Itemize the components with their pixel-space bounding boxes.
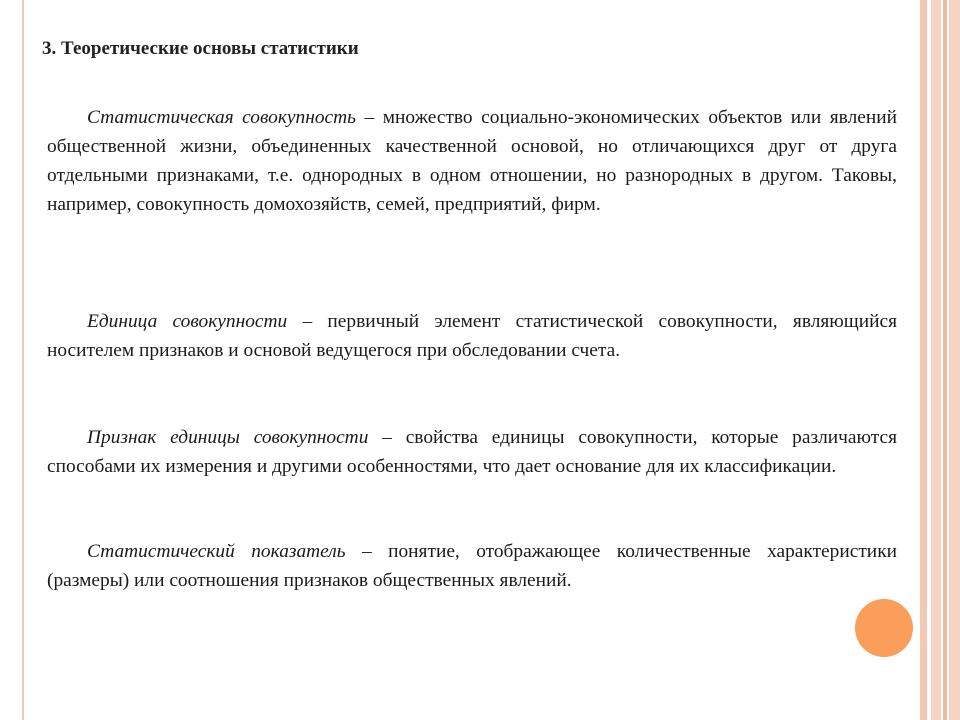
slide-title: 3. Теоретические основы статистики (42, 38, 359, 59)
paragraph-population-unit (47, 307, 897, 365)
stripe (922, 0, 927, 720)
term: Единица совокупности (87, 311, 288, 332)
decorative-circle (855, 599, 913, 657)
decorative-stripes (922, 0, 960, 720)
definition: – множество социально-экономических объектов или явлений общественной жизни, объединенных качественной основой, но отличающихся друг от друга отдельными признаками, т.е. однородных в одном отношении, но разнородных в другом. Таковы, например, совокупность домохозяйств, семей, предприятий, фирм. (47, 107, 897, 215)
stripe (949, 0, 960, 720)
term: Статистический показатель (87, 541, 346, 562)
stripe (943, 0, 947, 720)
term: Статистическая совокупность (87, 107, 356, 128)
stripe (931, 0, 941, 720)
definition: – свойства единицы совокупности, которые различаются способами их измерения и другими особенностями, что дает основание для их классификации. (47, 427, 897, 477)
paragraph-unit-attribute (47, 423, 897, 481)
definition: – первичный элемент статистической совокупности, являющийся носителем признаков и основой ведущегося при обследовании счета. (47, 311, 898, 361)
paragraph-statistical-indicator (47, 537, 897, 595)
paragraph-statistical-population (47, 103, 897, 219)
term: Признак единицы совокупности (87, 427, 369, 448)
definition: – понятие, отображающее количественные характеристики (размеры) или соотношения признаков общественных явлений. (47, 541, 897, 591)
